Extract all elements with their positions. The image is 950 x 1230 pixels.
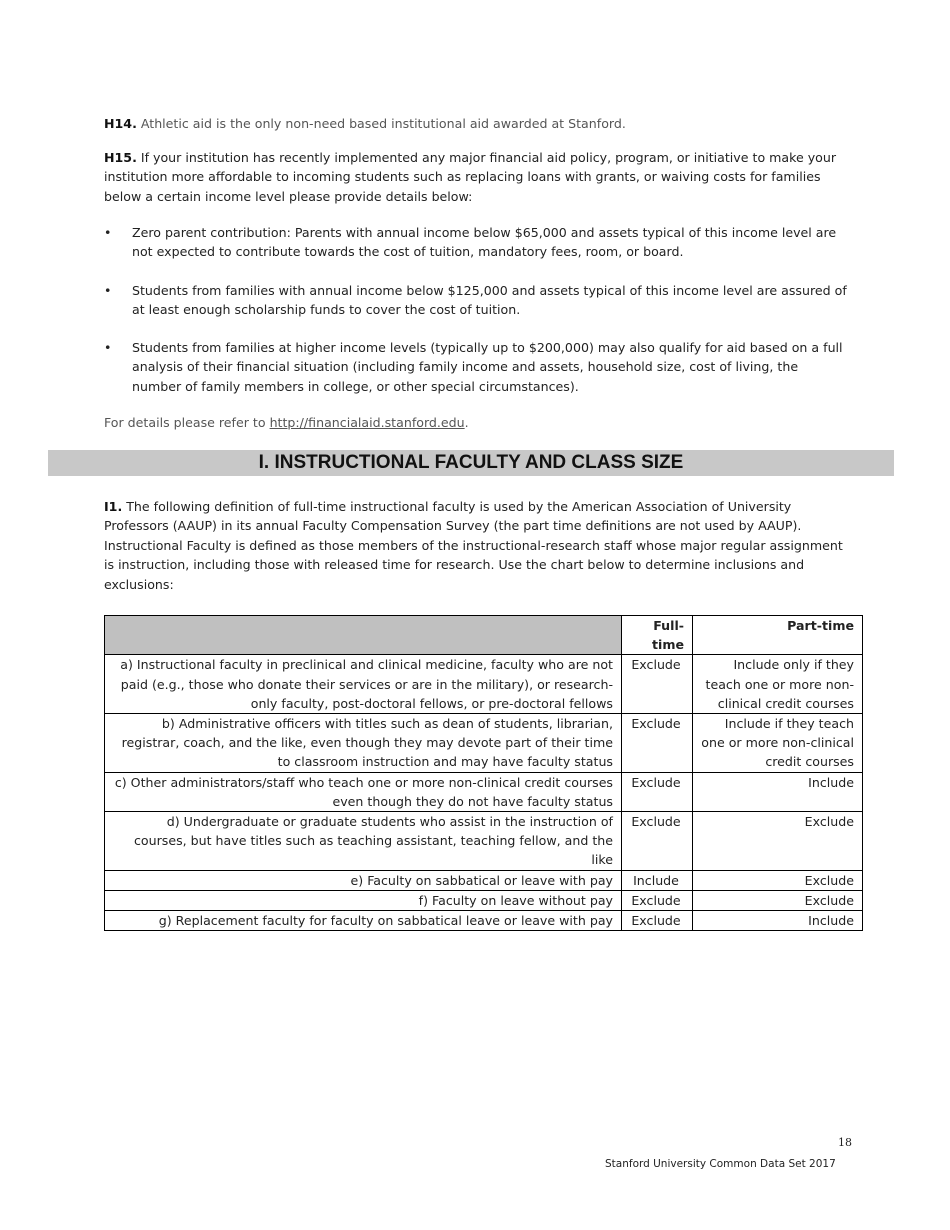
bullet-dot: • bbox=[104, 283, 112, 298]
row-full-time: Exclude bbox=[622, 772, 693, 811]
h14-label: H14. bbox=[104, 116, 137, 131]
header-part-time: Part-time bbox=[693, 616, 863, 655]
bullet-dot: • bbox=[104, 340, 112, 355]
row-part-time: Include bbox=[693, 772, 863, 811]
table-row bbox=[105, 911, 863, 931]
row-description: a) Instructional faculty in preclinical and clinical medicine, faculty who are not paid (e.g., those who donate their services or are in the military), or research-only faculty, post-doctoral fellows, or pre-doctoral fellows bbox=[105, 655, 622, 714]
row-description: c) Other administrators/staff who teach one or more non-clinical credit courses even though they do not have faculty status bbox=[105, 772, 622, 811]
row-part-time: Include if they teach one or more non-clinical credit courses bbox=[693, 714, 863, 773]
bullet-text: Students from families with annual income below $125,000 and assets typical of this income level are assured of at least enough scholarship funds to cover the cost of tuition. bbox=[132, 283, 847, 318]
table-row bbox=[105, 772, 863, 811]
row-full-time: Exclude bbox=[622, 911, 693, 931]
row-description: b) Administrative officers with titles such as dean of students, librarian, registrar, coach, and the like, even though they may devote part of their time to classroom instruction and may have faculty status bbox=[105, 714, 622, 773]
row-part-time: Include bbox=[693, 911, 863, 931]
row-description: f) Faculty on leave without pay bbox=[105, 890, 622, 910]
table-row bbox=[105, 655, 863, 714]
row-full-time: Include bbox=[622, 870, 693, 890]
row-full-time: Exclude bbox=[622, 812, 693, 871]
page-number: 18 bbox=[838, 1136, 852, 1149]
financial-aid-link[interactable]: http://financialaid.stanford.edu bbox=[269, 415, 465, 430]
h15-text: If your institution has recently implemented any major financial aid policy, program, or initiative to make your institution more affordable to incoming students such as replacing loans with grants, or waiving costs for families below a certain income level please provide details below: bbox=[104, 150, 837, 204]
row-part-time: Exclude bbox=[693, 812, 863, 871]
row-part-time: Exclude bbox=[693, 870, 863, 890]
section-heading: I. INSTRUCTIONAL FACULTY AND CLASS SIZE bbox=[48, 450, 894, 476]
i1-text: The following definition of full-time instructional faculty is used by the American Association of University Professors (AAUP) in its annual Faculty Compensation Survey (the part time definitions are not used by AAUP). Instructional Faculty is defined as those members of the instructional-research staff whose major regular assignment is instruction, including those with released time for research. Use the chart below to determine inclusions and exclusions: bbox=[104, 499, 843, 592]
table-row bbox=[105, 812, 863, 871]
h15-label: H15. bbox=[104, 150, 137, 165]
i1-label: I1. bbox=[104, 499, 123, 514]
header-full-time: Full-time bbox=[622, 616, 693, 655]
bullet-text: Zero parent contribution: Parents with annual income below $65,000 and assets typical of this income level are not expected to contribute towards the cost of tuition, mandatory fees, room, or board. bbox=[132, 225, 837, 260]
h15-paragraph bbox=[104, 148, 849, 206]
header-description bbox=[105, 616, 622, 655]
row-description: e) Faculty on sabbatical or leave with pay bbox=[105, 870, 622, 890]
row-full-time: Exclude bbox=[622, 890, 693, 910]
table-row bbox=[105, 714, 863, 773]
details-paragraph bbox=[104, 413, 849, 432]
table-header-row bbox=[105, 616, 863, 655]
table-row bbox=[105, 890, 863, 910]
i1-paragraph bbox=[104, 497, 849, 594]
bullet-dot: • bbox=[104, 225, 112, 240]
row-part-time: Exclude bbox=[693, 890, 863, 910]
row-part-time: Include only if they teach one or more non-clinical credit courses bbox=[693, 655, 863, 714]
faculty-inclusion-table bbox=[104, 615, 863, 931]
row-full-time: Exclude bbox=[622, 714, 693, 773]
table-row bbox=[105, 870, 863, 890]
row-description: g) Replacement faculty for faculty on sabbatical leave or leave with pay bbox=[105, 911, 622, 931]
row-full-time: Exclude bbox=[622, 655, 693, 714]
h14-text: Athletic aid is the only non-need based institutional aid awarded at Stanford. bbox=[136, 116, 626, 131]
h14-paragraph bbox=[104, 114, 849, 133]
bullet-text: Students from families at higher income levels (typically up to $200,000) may also qualify for aid based on a full analysis of their financial situation (including family income and assets, household size, cost of living, the number of family members in college, or other special circumstances). bbox=[132, 340, 843, 394]
row-description: d) Undergraduate or graduate students who assist in the instruction of courses, but have titles such as teaching assistant, teaching fellow, and the like bbox=[105, 812, 622, 871]
details-suffix: . bbox=[464, 415, 469, 430]
page-footer: Stanford University Common Data Set 2017 bbox=[605, 1158, 836, 1170]
details-prefix: For details please refer to bbox=[104, 415, 270, 430]
